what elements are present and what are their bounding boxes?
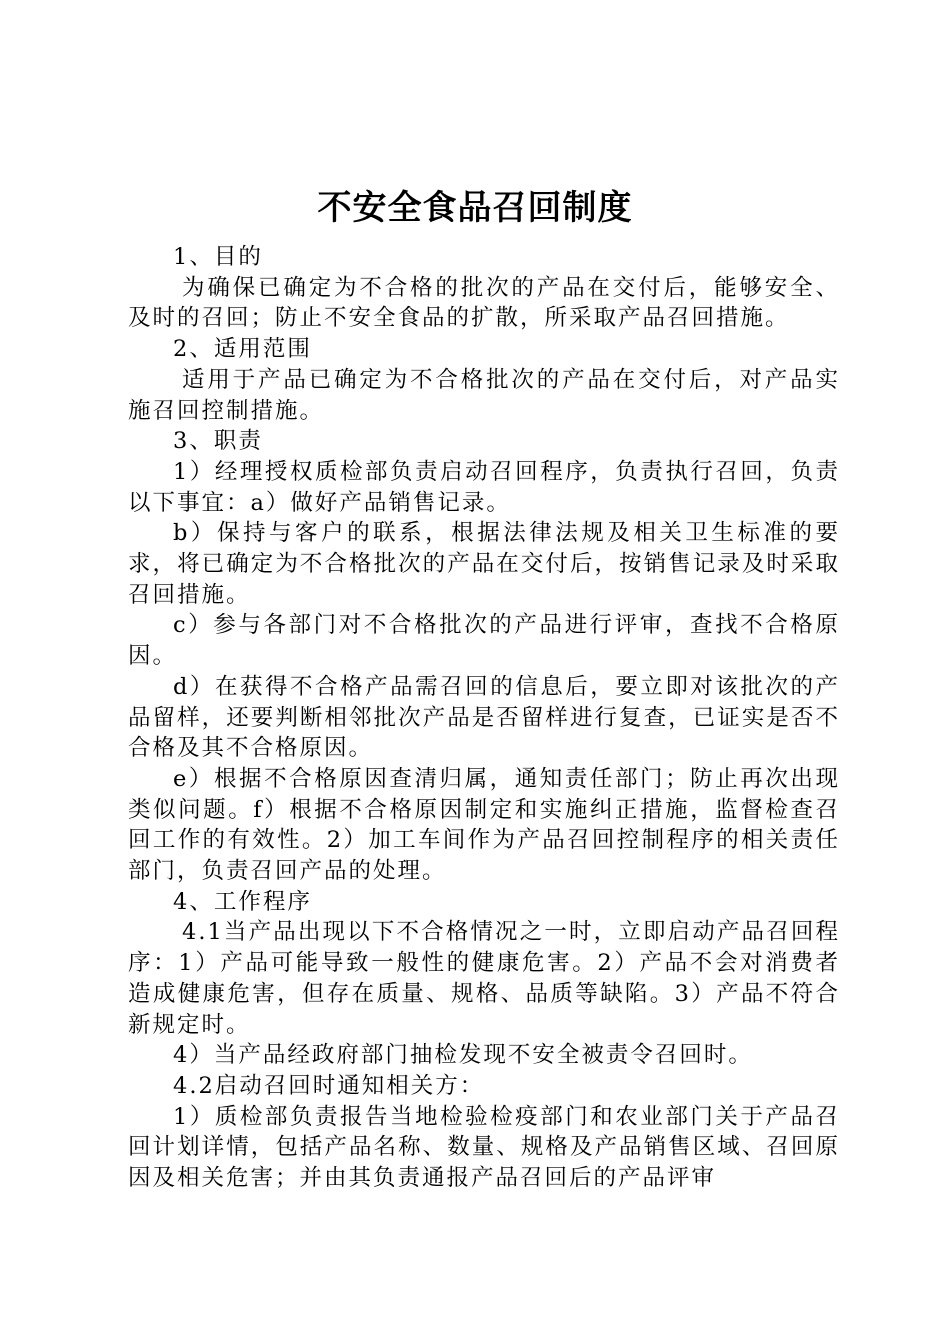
paragraph-responsibility-d: d）在获得不合格产品需召回的信息后，要立即对该批次的产品留样，还要判断相邻批次产品是否留样进行复查，已证实是否不合格及其不合格原因。	[128, 673, 840, 762]
paragraph-responsibility-b: b）保持与客户的联系，根据法律法规及相关卫生标准的要求，将已确定为不合格批次的产品在交付后，按销售记录及时采取召回措施。	[128, 520, 840, 608]
section-heading-procedure: 4、工作程序	[173, 888, 312, 915]
paragraph-responsibility-c: c）参与各部门对不合格批次的产品进行评审，查找不合格原因。	[128, 612, 840, 670]
paragraph-procedure-notify-1: 1）质检部负责报告当地检验检疫部门和农业部门关于产品召回计划详情，包括产品名称、数量、规格及产品销售区域、召回原因及相关危害；并由其负责通报产品召回后的产品评审	[128, 1103, 840, 1192]
section-heading-scope: 2、适用范围	[173, 336, 312, 363]
paragraph-responsibility-e: e）根据不合格原因查清归属，通知责任部门；防止再次出现类似问题。f）根据不合格原因制定和实施纠正措施，监督检查召回工作的有效性。2）加工车间作为产品召回控制程序的相关责任部门，负责召回产品的处理。	[128, 765, 840, 885]
paragraph-scope: 适用于产品已确定为不合格批次的产品在交付后，对产品实施召回控制措施。	[128, 366, 840, 424]
document-title: 不安全食品召回制度	[317, 188, 633, 228]
paragraph-procedure-item-4: 4）当产品经政府部门抽检发现不安全被责令召回时。	[173, 1042, 753, 1069]
paragraph-responsibility-1: 1）经理授权质检部负责启动召回程序，负责执行召回，负责以下事宜：a）做好产品销售记录。	[128, 458, 840, 516]
section-heading-responsibilities: 3、职责	[173, 428, 263, 455]
section-heading-purpose: 1、目的	[173, 244, 263, 270]
paragraph-procedure-4-1: 4.1当产品出现以下不合格情况之一时，立即启动产品召回程序：1）产品可能导致一般性的健康危害。2）产品不会对消费者造成健康危害，但存在质量、规格、品质等缺陷。3）产品不符合新规定时。	[128, 919, 840, 1038]
paragraph-procedure-4-2: 4.2启动召回时通知相关方：	[173, 1072, 485, 1099]
document-body	[128, 242, 840, 1194]
paragraph-purpose: 为确保已确定为不合格的批次的产品在交付后，能够安全、及时的召回；防止不安全食品的扩散，所采取产品召回措施。	[128, 274, 840, 332]
